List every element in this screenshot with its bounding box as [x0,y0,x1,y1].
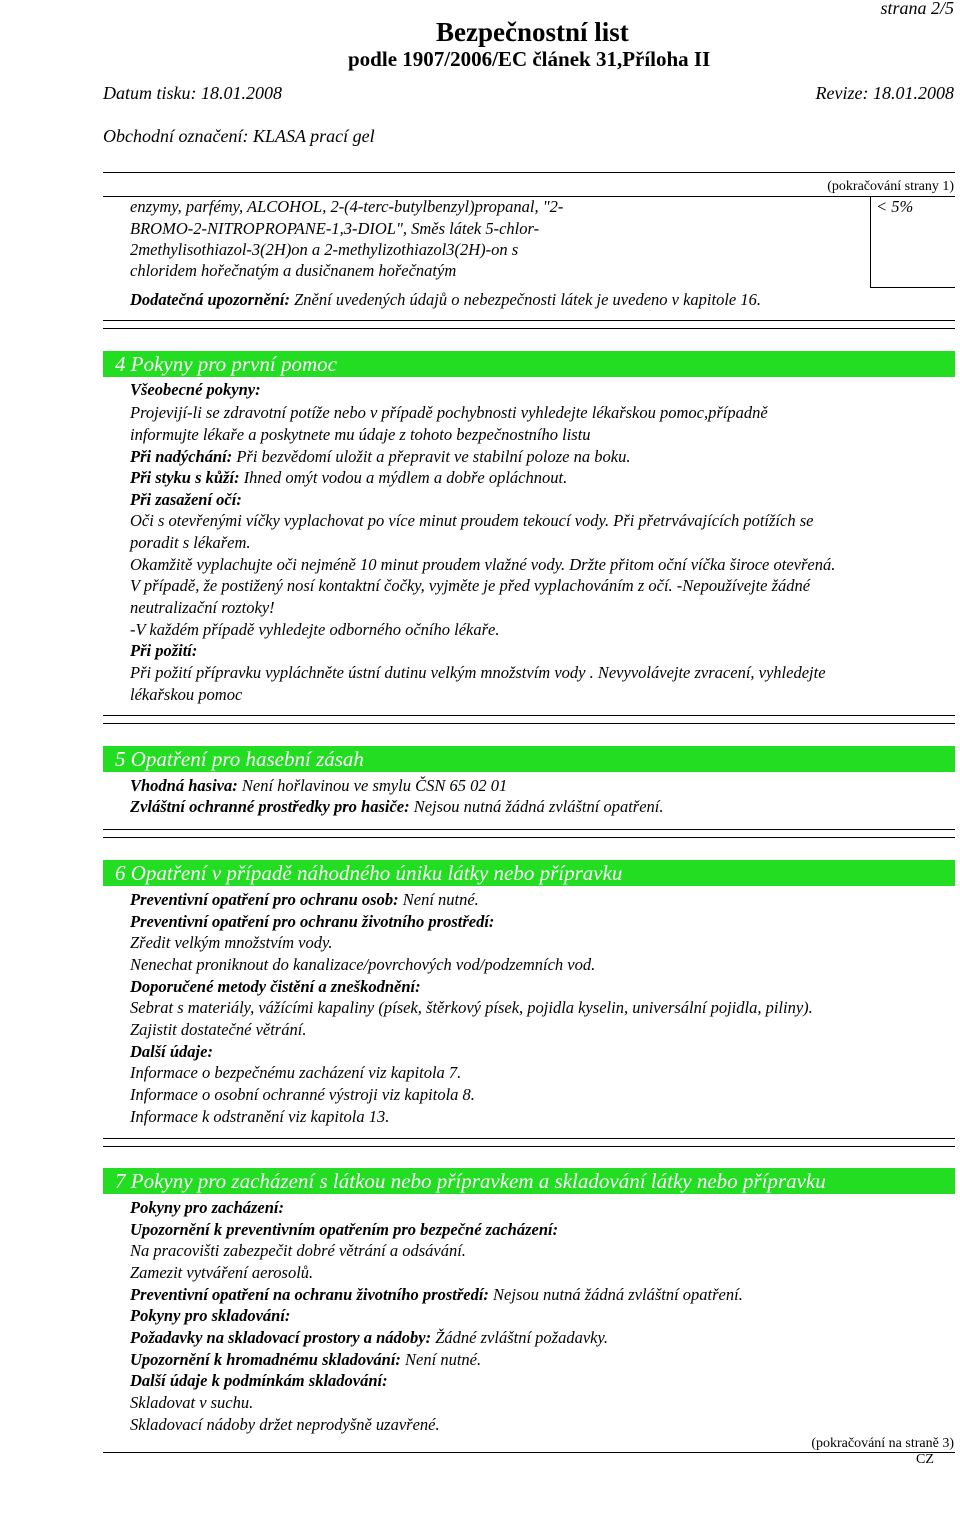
section-rule [103,1146,955,1147]
continuation-bottom: (pokračování na straně 3) [811,1436,954,1451]
section-6-header: 6 Opatření v případě náhodného úniku látky nebo přípravku [103,860,955,886]
protective-equipment-label: Zvláštní ochranné prostředky pro hasiče: [130,797,410,816]
section-7-storage-label: Pokyny pro skladování: [130,1306,291,1325]
additional-note-text: Znění uvedených údajů o nebezpečnosti látek je uvedeno v kapitole 16. [289,290,761,309]
skin-text: Ihned omýt vodou a mýdlem a dobře opláchnout. [239,468,568,487]
extinguishing-media-label: Vhodná hasiva: [130,776,238,795]
section-6-further-1: Informace o bezpečnému zacházení viz kapitola 7. [130,1063,462,1082]
section-6-env-1: Zředit velkým množstvím vody. [130,933,333,952]
section-7-rooms [130,1328,608,1348]
document-subtitle: podle 1907/2006/EC článek 31,Příloha II [348,47,711,71]
section-4-eyes-label: Při zasažení očí: [130,490,242,509]
section-7-bulk [130,1350,481,1370]
section-7-precaution-1: Na pracovišti zabezpečit dobré větrání a odsávání. [130,1241,466,1260]
ingredients-line: BROMO-2-NITROPROPANE-1,3-DIOL", Směs látek 5-chlor- [130,219,540,238]
section-4-eyes-5: neutralizační roztoky! [130,598,275,617]
ingredients-line: enzymy, parfémy, ALCOHOL, 2-(4-terc-butylbenzyl)propanal, "2- [130,197,564,216]
footer-rule [103,1452,955,1453]
section-7-env-text: Nejsou nutná žádná zvláštní opatření. [488,1285,743,1304]
ingredients-line: chloridem hořečnatým a dusičnanem hořečnatým [130,261,457,280]
additional-note [130,290,761,310]
bulk-storage-text: Není nutné. [400,1350,482,1369]
skin-label: Při styku s kůží: [130,468,240,487]
storage-rooms-text: Žádné zvláštní požadavky. [431,1328,609,1347]
storage-rooms-label: Požadavky na skladovací prostory a nádoby: [130,1328,432,1347]
section-rule [103,1138,955,1139]
section-4-swallow-1: Při požití přípravku vypláchněte ústní dutinu velkým množstvím vody . Nevyvolávejte zvracení, vyhledejte [130,663,826,682]
section-4-header: 4 Pokyny pro první pomoc [103,351,955,377]
document-title: Bezpečnostní list [436,17,629,47]
section-7-env-label: Preventivní opatření na ochranu životního prostředí: [130,1285,489,1304]
section-6-env-label: Preventivní opatření pro ochranu životního prostředí: [130,912,495,931]
section-4-eyes-3: Okamžitě vyplachujte oči nejméně 10 minut proudem vlažné vody. Držte přitom oční víčka široce otevřená. [130,555,836,574]
section-6-env-2: Nenechat proniknout do kanalizace/povrchových vod/podzemních vod. [130,955,596,974]
section-rule [103,328,955,329]
section-5-media [130,776,507,796]
section-7-conditions-label: Další údaje k podmínkám skladování: [130,1371,388,1390]
header-rule [103,172,955,173]
section-rule [103,837,955,838]
section-4-eyes-4: V případě, že postižený nosí kontaktní čočky, vyjměte je před vyplachováním z očí. -Nepoužívejte žádné [130,576,811,595]
section-4-general-2: informujte lékaře a poskytnete mu údaje z tohoto bezpečnostního listu [130,425,591,444]
section-4-eyes-1: Oči s otevřenými víčky vyplachovat po více minut proudem tekoucí vody. Při přetrvávajících potížích se [130,511,814,530]
section-4-eyes-2: poradit s lékařem. [130,533,251,552]
section-4-general-1: Projevijí-li se zdravotní potíže nebo v případě pochybnosti vyhledejte lékařskou pomoc,případně [130,403,768,422]
section-4-skin [130,468,567,488]
section-7-precaution-label: Upozornění k preventivním opatřením pro bezpečné zacházení: [130,1220,559,1239]
ingredients-line: 2methylisothiazol-3(2H)on a 2-methylizothiazol3(2H)-on s [130,240,519,259]
protective-equipment-text: Nejsou nutná žádná zvláštní opatření. [409,797,664,816]
revision-date: Revize: 18.01.2008 [815,83,954,103]
concentration-value: < 5% [876,197,914,216]
section-rule [103,320,955,321]
language-code: CZ [916,1452,934,1467]
continuation-top: (pokračování strany 1) [827,179,954,194]
section-rule [103,715,955,716]
section-4-eyes-6: -V každém případě vyhledejte odborného očního lékaře. [130,620,500,639]
section-5-header: 5 Opatření pro hasební zásah [103,746,955,772]
section-4-inhalation [130,447,630,467]
section-7-header: 7 Pokyny pro zacházení s látkou nebo přípravkem a skladování látky nebo přípravku [103,1168,955,1194]
inhalation-label: Při nadýchání: [130,447,233,466]
section-7-env [130,1285,743,1305]
section-4-swallow-label: Při požití: [130,641,198,660]
section-5-equipment [130,797,664,817]
section-7-conditions-2: Skladovací nádoby držet neprodyšně uzavřené. [130,1415,440,1434]
bulk-storage-label: Upozornění k hromadnému skladování: [130,1350,401,1369]
section-6-cleanup-2: Zajistit dostatečné větrání. [130,1020,307,1039]
section-6-cleanup-1: Sebrat s materiály, vážícími kapaliny (písek, štěrkový písek, pojidla kyselin, universální pojidla, piliny). [130,998,813,1017]
section-6-further-2: Informace o osobní ochranné výstroji viz kapitola 8. [130,1085,475,1104]
section-6-persons [130,890,479,910]
print-date: Datum tisku: 18.01.2008 [103,83,282,103]
section-4-general-label: Všeobecné pokyny: [130,380,261,399]
persons-label: Preventivní opatření pro ochranu osob: [130,890,399,909]
section-6-cleanup-label: Doporučené metody čistění a zneškodnění: [130,977,421,996]
section-7-handling-label: Pokyny pro zacházení: [130,1198,284,1217]
section-rule [103,829,955,830]
additional-note-label: Dodatečná upozornění: [130,290,290,309]
inhalation-text: Při bezvědomí uložit a přepravit ve stabilní poloze na boku. [232,447,631,466]
page-number: strana 2/5 [880,0,954,18]
section-6-further-label: Další údaje: [130,1042,213,1061]
section-7-conditions-1: Skladovat v suchu. [130,1393,254,1412]
section-rule [103,723,955,724]
trade-name: Obchodní označení: KLASA prací gel [103,126,375,146]
section-6-further-3: Informace k odstranění viz kapitola 13. [130,1107,390,1126]
persons-text: Není nutné. [398,890,479,909]
section-7-precaution-2: Zamezit vytváření aerosolů. [130,1263,314,1282]
extinguishing-media-text: Není hořlavinou ve smylu ČSN 65 02 01 [237,776,508,795]
section-4-swallow-2: lékařskou pomoc [130,685,243,704]
